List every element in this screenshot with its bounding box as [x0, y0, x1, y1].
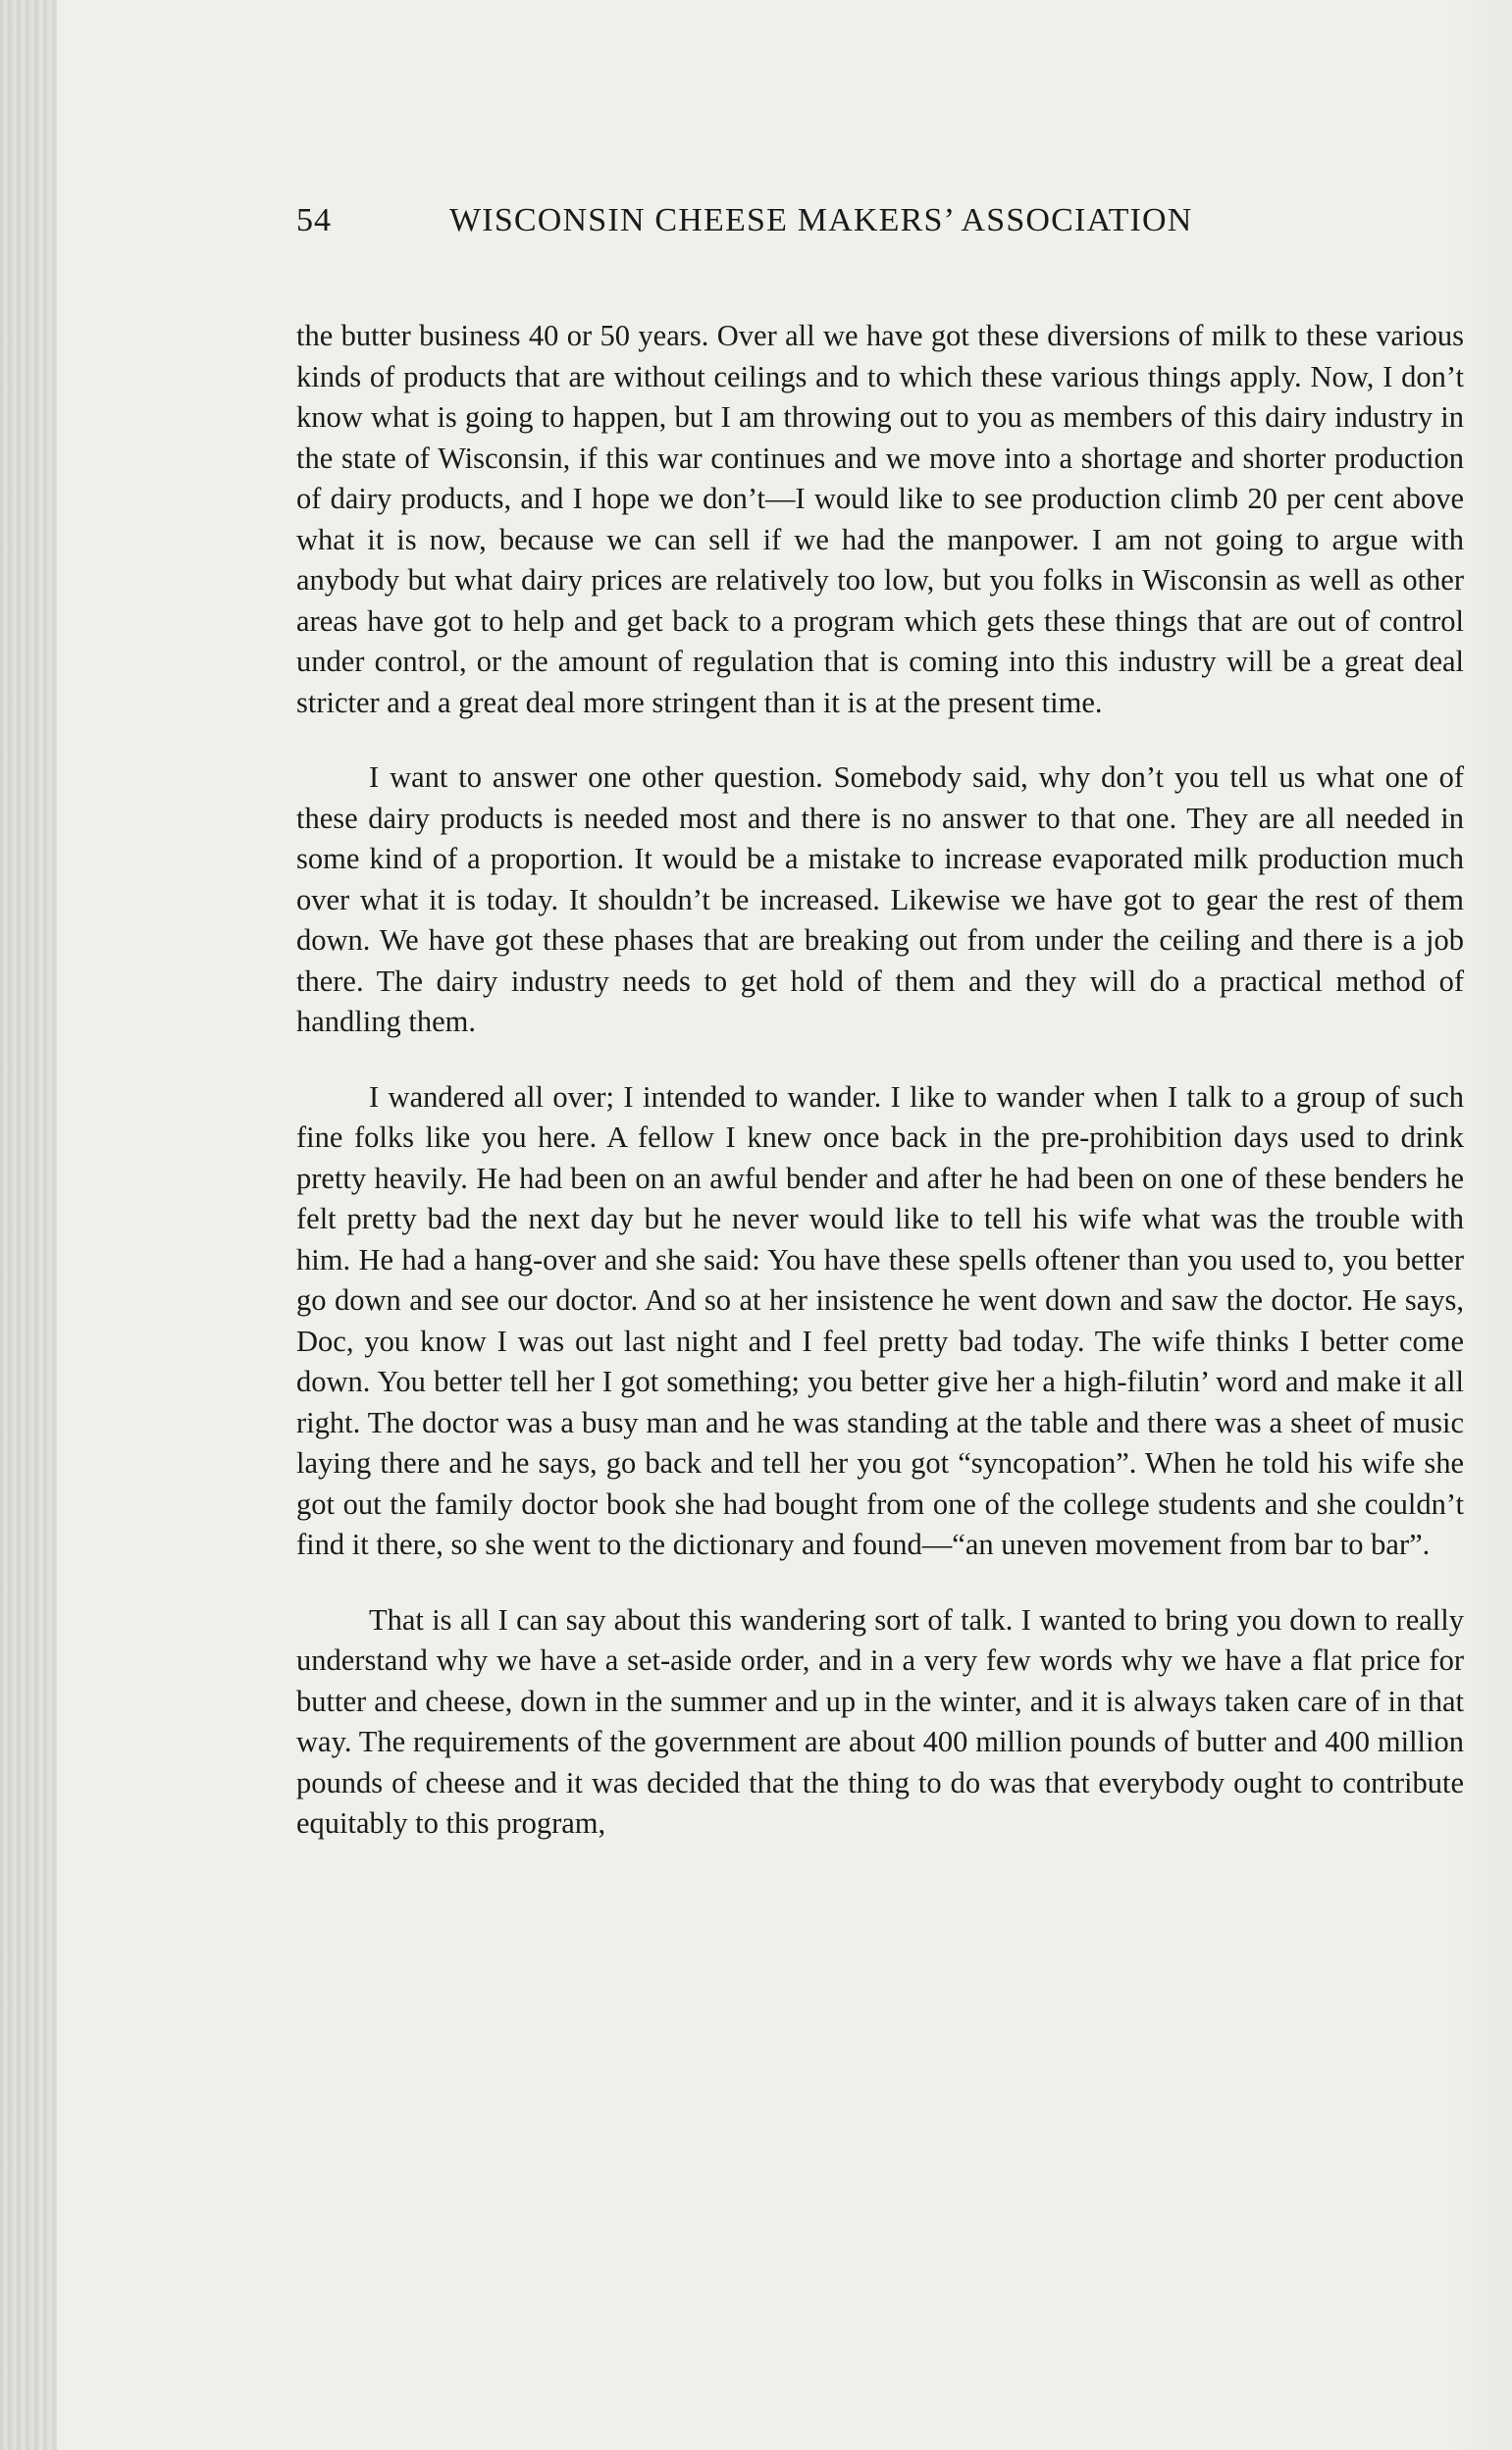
- binding-edge: [0, 0, 57, 2450]
- running-head: WISCONSIN CHEESE MAKERS’ ASSOCIATION: [449, 202, 1193, 238]
- page-number: 54: [296, 202, 332, 238]
- paragraph: the butter business 40 or 50 years. Over all we have got these diversions of milk to these various kinds of products that are without ceilings and to which these various things apply. Now, I don’t know what is going to happen, but I am throwing out to you as members of this dairy industry in the state of Wisconsin, if this war continues and we move into a shortage and shorter production of dairy products, and I hope we don’t—I would like to see production climb 20 per cent above what it is now, because we can sell if we had the manpower. I am not going to argue with anybody but what dairy prices are relatively too low, but you folks in Wisconsin as well as other areas have got to help and get back to a program which gets these things that are out of control under control, or the amount of regulation that is coming into this industry will be a great deal stricter and a great deal more stringent than it is at the present time.: [296, 319, 1464, 719]
- paragraph: I want to answer one other question. Somebody said, why don’t you tell us what one of these dairy products is needed most and there is no answer to that one. They are all needed in some kind of a proportion. It would be a mistake to increase evaporated milk production much over what it is today. It shouldn’t be increased. Likewise we have got to gear the rest of them down. We have got these phases that are breaking out from under the ceiling and there is a job there. The dairy industry needs to get hold of them and they will do a practical method of handling them.: [296, 760, 1464, 1038]
- body-text: [296, 316, 1464, 1879]
- paragraph: That is all I can say about this wandering sort of talk. I wanted to bring you down to really understand why we have a set-aside order, and in a very few words why we have a flat price for butter and cheese, down in the summer and up in the winter, and it is always taken care of in that way. The requirements of the government are about 400 million pounds of butter and 400 million pounds of cheese and it was decided that the thing to do was that everybody ought to contribute equitably to this program,: [296, 1602, 1464, 1840]
- paragraph: I wandered all over; I intended to wander. I like to wander when I talk to a group of such fine folks like you here. A fellow I knew once back in the pre-prohibition days used to drink pretty heavily. He had been on an awful bender and after he had been on one of these benders he felt pretty bad the next day but he never would like to tell his wife what was the trouble with him. He had a hang-over and she said: You have these spells oftener than you used to, you better go down and see our doctor. And so at her insistence he went down and saw the doctor. He says, Doc, you know I was out last night and I feel pretty bad today. The wife thinks I better come down. You better tell her I got something; you better give her a high-filutin’ word and make it all right. The doctor was a busy man and he was standing at the table and there was a sheet of music laying there and he says, go back and tell her you got “syncopation”. When he told his wife she got out the family doctor book she had bought from one of the college students and she couldn’t find it there, so she went to the dictionary and found—“an uneven movement from bar to bar”.: [296, 1079, 1464, 1561]
- page-header: [296, 196, 1297, 255]
